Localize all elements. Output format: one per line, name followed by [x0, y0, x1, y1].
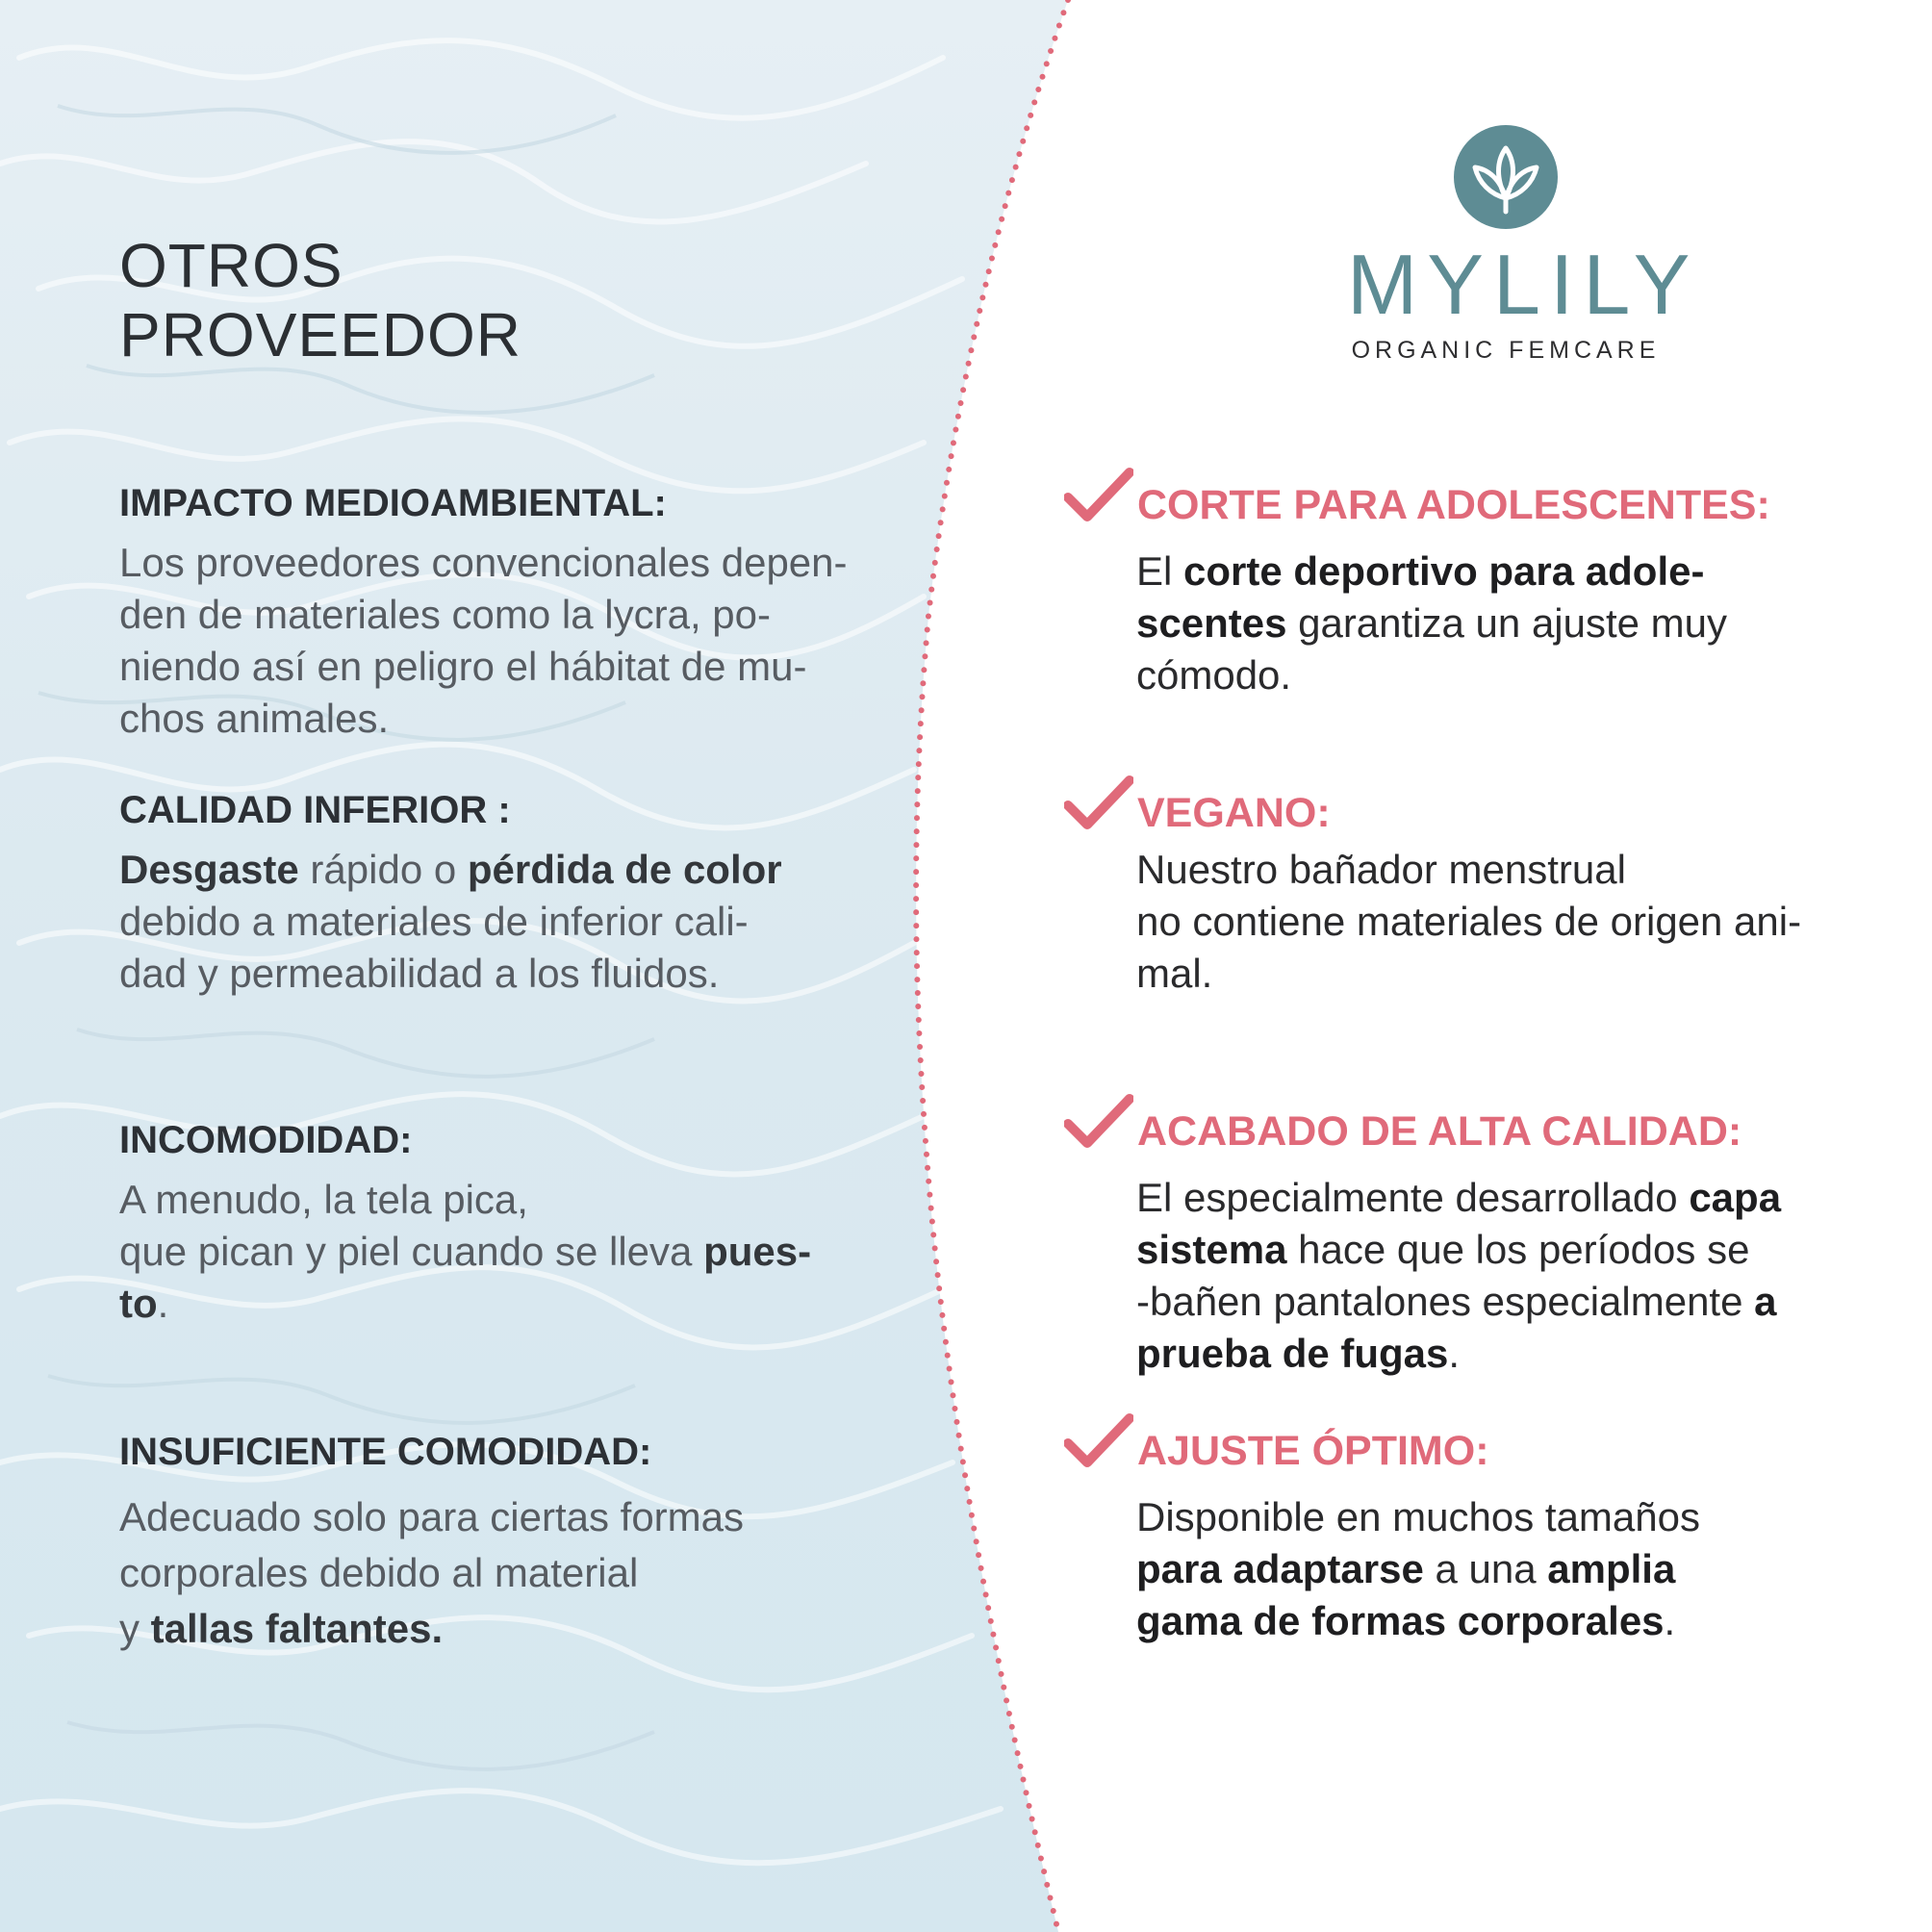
text-line: chos animales. — [119, 696, 390, 741]
brand-name: MYLILY — [1347, 237, 1700, 332]
section-text — [119, 1489, 908, 1657]
text-line — [119, 1226, 908, 1278]
bold-text: Desgaste — [119, 847, 299, 892]
bold-text: amplia — [1547, 1546, 1676, 1591]
plain-text: a una — [1423, 1546, 1548, 1591]
text-line — [1136, 1328, 1911, 1380]
plain-text: . — [157, 1281, 169, 1326]
bold-text: corte deportivo para adole- — [1183, 548, 1705, 594]
bold-text: a — [1754, 1279, 1777, 1324]
section-heading: CALIDAD INFERIOR : — [119, 789, 511, 831]
brand-tagline: ORGANIC FEMCARE — [1351, 337, 1661, 364]
plain-text: . — [1448, 1331, 1461, 1376]
bold-text: para adaptarse — [1136, 1546, 1424, 1591]
plain-text: que pican y piel cuando se lleva — [119, 1229, 704, 1274]
bold-text: prueba de fugas — [1136, 1331, 1449, 1376]
section-heading: IMPACTO MEDIOAMBIENTAL: — [119, 482, 667, 524]
discomfort-section — [119, 1116, 908, 1330]
lotus-logo-icon — [1448, 119, 1563, 235]
text-line: den de materiales como la lycra, po- — [119, 592, 771, 637]
text-line: Nuestro bañador menstrual — [1136, 847, 1626, 892]
competitor-title-line2: PROVEEDOR — [119, 300, 521, 369]
section-heading: VEGANO: — [1137, 790, 1331, 836]
section-text — [1136, 546, 1911, 701]
text-line: debido a materiales de inferior cali- — [119, 899, 749, 944]
section-text — [119, 537, 908, 745]
section-text — [1136, 844, 1911, 1000]
text-line — [1136, 546, 1911, 597]
section-text — [119, 1174, 908, 1330]
text-line — [119, 1278, 908, 1330]
plain-text: rápido o — [298, 847, 468, 892]
bold-text: sistema — [1136, 1227, 1287, 1272]
text-line: dad y permeabilidad a los fluidos. — [119, 951, 720, 996]
text-line: mal. — [1136, 951, 1213, 996]
text-line — [1136, 1543, 1911, 1595]
bold-text: capa — [1689, 1175, 1782, 1220]
section-heading: CORTE PARA ADOLESCENTES: — [1137, 482, 1770, 528]
plain-text: . — [1664, 1598, 1676, 1643]
teen-cut-section — [1064, 478, 1911, 701]
text-line — [119, 1601, 908, 1657]
bold-text: to — [119, 1281, 158, 1326]
text-line — [1136, 1276, 1911, 1328]
brand-logo — [1347, 119, 1700, 366]
checkmark-icon — [1064, 467, 1133, 528]
inferior-quality-section — [119, 786, 908, 1000]
competitor-title — [119, 231, 793, 369]
bold-text: scentes — [1136, 600, 1287, 646]
vegan-section — [1064, 786, 1911, 1000]
text-line — [119, 844, 908, 896]
text-line: cómodo. — [1136, 652, 1292, 698]
insufficient-comfort-section — [119, 1428, 908, 1657]
section-heading: AJUSTE ÓPTIMO: — [1137, 1428, 1489, 1474]
text-line — [1136, 1595, 1911, 1647]
text-line: Los proveedores convencionales depen- — [119, 540, 848, 585]
text-line: A menudo, la tela pica, — [119, 1177, 528, 1222]
high-quality-finish-section — [1064, 1105, 1911, 1380]
competitor-title-line1: OTROS — [119, 231, 343, 300]
bold-text: gama de formas corporales — [1136, 1598, 1665, 1643]
bold-text: tallas faltantes. — [150, 1606, 444, 1651]
text-line: no contiene materiales de origen ani- — [1136, 899, 1802, 944]
text-line — [1136, 597, 1911, 649]
section-heading: ACABADO DE ALTA CALIDAD: — [1137, 1108, 1742, 1155]
section-heading: INCOMODIDAD: — [119, 1119, 413, 1161]
text-line: Adecuado solo para ciertas formas — [119, 1494, 745, 1539]
checkmark-icon — [1064, 1412, 1133, 1474]
section-text — [1136, 1172, 1911, 1380]
text-line — [1136, 1172, 1911, 1224]
bold-text: pérdida de color — [467, 847, 782, 892]
plain-text: hace que los períodos se — [1286, 1227, 1750, 1272]
plain-text: y — [119, 1606, 151, 1651]
text-line: niendo así en peligro el hábitat de mu- — [119, 644, 807, 689]
plain-text: -bañen pantalones especialmente — [1136, 1279, 1755, 1324]
text-line — [1136, 1224, 1911, 1276]
section-text — [1136, 1491, 1911, 1647]
optimal-fit-section — [1064, 1424, 1911, 1647]
environmental-impact-section — [119, 479, 908, 745]
plain-text: El especialmente desarrollado — [1136, 1175, 1690, 1220]
section-heading: INSUFICIENTE COMODIDAD: — [119, 1431, 652, 1473]
text-line: corporales debido al material — [119, 1550, 639, 1595]
checkmark-icon — [1064, 775, 1133, 836]
plain-text: El — [1136, 548, 1184, 594]
plain-text: garantiza un ajuste muy — [1286, 600, 1728, 646]
bold-text: pues- — [703, 1229, 812, 1274]
checkmark-icon — [1064, 1093, 1133, 1155]
text-line: Disponible en muchos tamaños — [1136, 1494, 1700, 1539]
section-text — [119, 844, 908, 1000]
